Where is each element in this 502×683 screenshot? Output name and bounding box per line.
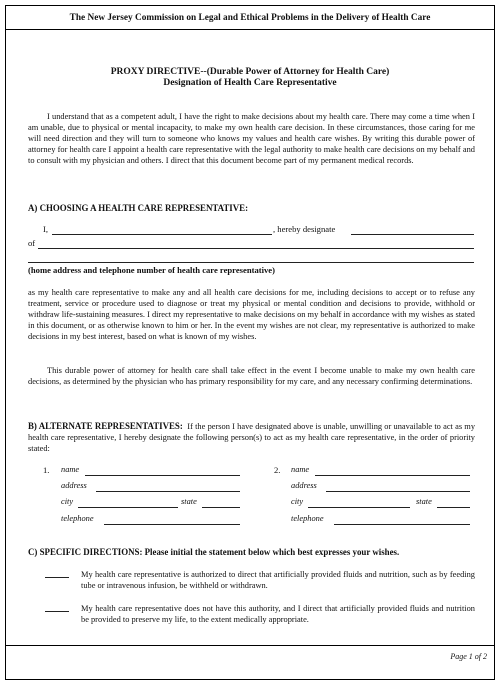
document-subtitle: Designation of Health Care Representative [163,78,337,88]
section-c-heading: C) SPECIFIC DIRECTIONS: Please initial the statement below which best expresses your wishes. [28,547,400,557]
alt1-city-label: city [61,497,74,506]
representative-address-field[interactable] [38,248,474,249]
address-field-label: (home address and telephone number of health care representative) [28,265,275,275]
alt1-name-field[interactable] [85,475,240,476]
alt1-name-label: name [61,465,80,474]
alt1-address-label: address [61,481,87,490]
principal-name-field[interactable] [52,234,272,235]
alt1-city-field[interactable] [78,507,178,508]
document-title: PROXY DIRECTIVE--(Durable Power of Attorney for Health Care) [110,67,390,77]
intro-paragraph: I understand that as a competent adult, I have the right to make decisions about my health care. There may come a time when I am unable, due to physical or mental incapacity, to make my own health care decision. In these circumstances, those caring for me will need direction and they will turn to someone who knows my values and health care wishes. By writing this durable power of attorney for health care I appoint a health care representative with the legal authority to make health care decisions on my behalf and to consult with my physician and others. I direct that this document become part of my permanent medical records. [28,112,475,166]
page-number: Page 1 of 2 [450,652,487,661]
representative-phone-field[interactable] [28,262,474,263]
section-b-text: If the person I have designated above is unable, unwilling or unavailable to act as my health care representative, I hereby designate the following person(s) to act as my health care representative, in the order of priority stated: [28,422,476,454]
effective-paragraph: This durable power of attorney for health care shall take effect in the event I become unable to make my own health care decisions, as determined by the physician who has primary responsibility for my care, and any necessary confirming determinations. [28,366,475,387]
alt1-address-field[interactable] [96,491,240,492]
option-2-initials-field[interactable] [45,611,69,612]
commission-header: The New Jersey Commission on Legal and Ethical Problems in the Delivery of Health Care [69,13,431,23]
alt2-name-field[interactable] [315,475,470,476]
footer-divider [5,645,495,646]
section-b-paragraph [28,421,475,454]
alt2-telephone-field[interactable] [334,524,470,525]
authority-paragraph: as my health care representative to make any and all health care decisions for me, including decisions to accept or to refuse any treatment, service or procedure used to diagnose or treat my physical or mental condition and decisions to provide, withhold or withdraw life-sustaining measures. I direct my representative to make decisions on my behalf in accordance with my wishes as stated in this document, or as otherwise known to him or her. In the event my wishes are not clear, my representative is authorized to make decisions in my best interest, based on what is known of my wishes. [28,288,475,342]
alt2-city-field[interactable] [308,507,410,508]
header-divider [5,29,495,30]
section-b-heading: B) ALTERNATE REPRESENTATIVES: [28,421,183,431]
i-label: I, [43,224,49,234]
option-1-text: My health care representative is authorized to direct that artificially provided fluids and nutrition, such as by feeding tube or intravenous infusion, be withheld or withdrawn. [81,570,475,591]
option-1-initials-field[interactable] [45,577,69,578]
alt1-state-label: state [181,497,197,506]
designate-label: , hereby designate [273,224,336,234]
alt2-city-label: city [291,497,304,506]
section-a-heading: A) CHOOSING A HEALTH CARE REPRESENTATIVE: [28,203,249,213]
alternate-1-number: 1. [43,465,50,475]
alt2-state-label: state [416,497,432,506]
alt1-telephone-field[interactable] [104,524,240,525]
of-label: of [28,238,36,248]
alternate-2-number: 2. [274,465,281,475]
alt2-telephone-label: telephone [291,514,324,523]
alt2-name-label: name [291,465,310,474]
alt2-address-label: address [291,481,317,490]
alt1-telephone-label: telephone [61,514,94,523]
representative-name-field[interactable] [351,234,474,235]
alt1-state-field[interactable] [202,507,240,508]
alt2-address-field[interactable] [326,491,470,492]
option-2-text: My health care representative does not have this authority, and I direct that artificially provided fluids and nutrition be provided to preserve my life, to the extent medically appropriate. [81,604,475,625]
alt2-state-field[interactable] [437,507,470,508]
